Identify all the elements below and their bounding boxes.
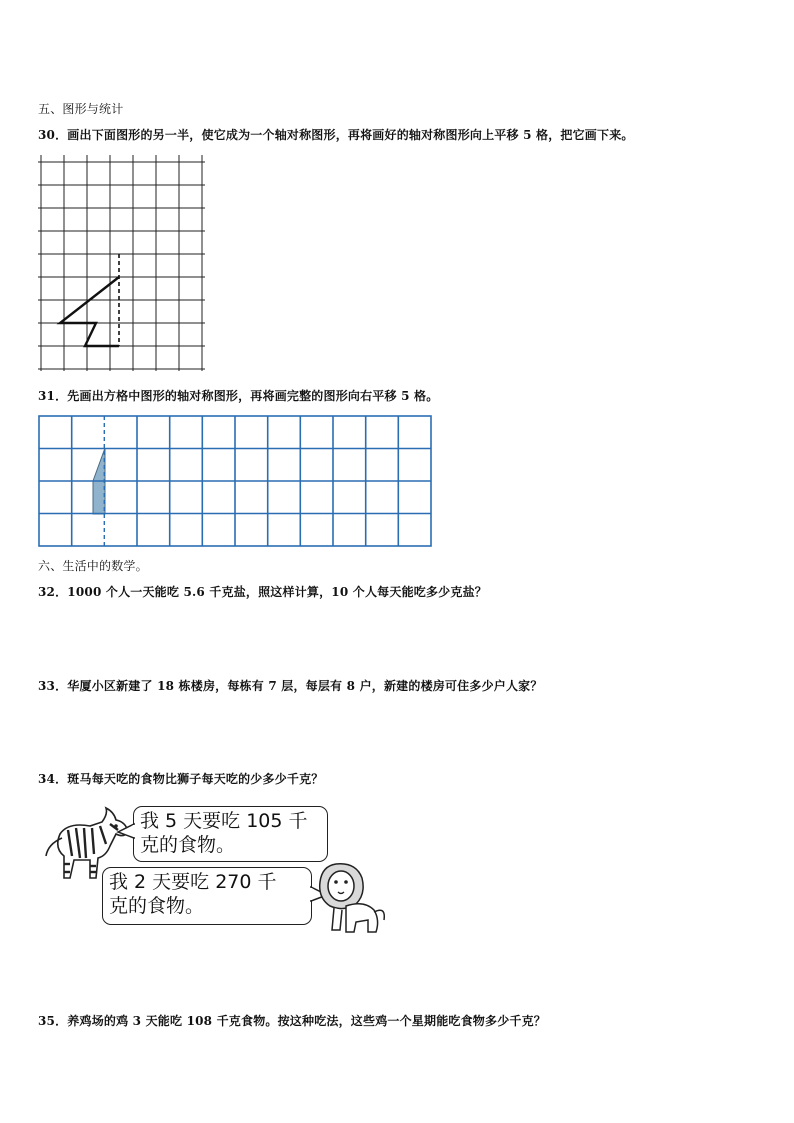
q31-grid-figure bbox=[36, 414, 434, 550]
question-32: 32．1000 个人一天能吃 5.6 千克盐，照这样计算，10 个人每天能吃多少克盐？ bbox=[38, 585, 487, 599]
lion-speech-bubble bbox=[102, 867, 312, 925]
question-30: 30．画出下面图形的另一半，使它成为一个轴对称图形，再将画好的轴对称图形向上平移 5 格，把它画下来。 bbox=[38, 128, 634, 142]
zebra-bubble-line-2: 克的食物。 bbox=[140, 834, 236, 856]
zebra-bubble-line-1: 我 5 天要吃 105 千 bbox=[140, 810, 308, 832]
lion-illustration bbox=[316, 860, 390, 936]
section-5-title: 五、图形与统计 bbox=[38, 102, 124, 116]
zebra-bubble-tail bbox=[116, 822, 136, 842]
question-33: 33．华厦小区新建了 18 栋楼房，每栋有 7 层，每层有 8 户，新建的楼房可住多少户人家？ bbox=[38, 679, 543, 693]
question-35: 35．养鸡场的鸡 3 天能吃 108 千克食物。按这种吃法，这些鸡一个星期能吃食物多少千克？ bbox=[38, 1014, 547, 1028]
question-31: 31．先画出方格中图形的轴对称图形，再将画完整的图形向右平移 5 格。 bbox=[38, 389, 439, 403]
lion-bubble-line-1: 我 2 天要吃 270 千 bbox=[109, 871, 277, 893]
q30-grid-figure bbox=[36, 153, 210, 373]
question-34: 34．斑马每天吃的食物比狮子每天吃的少多少千克？ bbox=[38, 772, 324, 786]
lion-bubble-line-2: 克的食物。 bbox=[109, 895, 205, 917]
section-6-title: 六、生活中的数学。 bbox=[38, 559, 148, 573]
zebra-speech-bubble bbox=[133, 806, 328, 862]
